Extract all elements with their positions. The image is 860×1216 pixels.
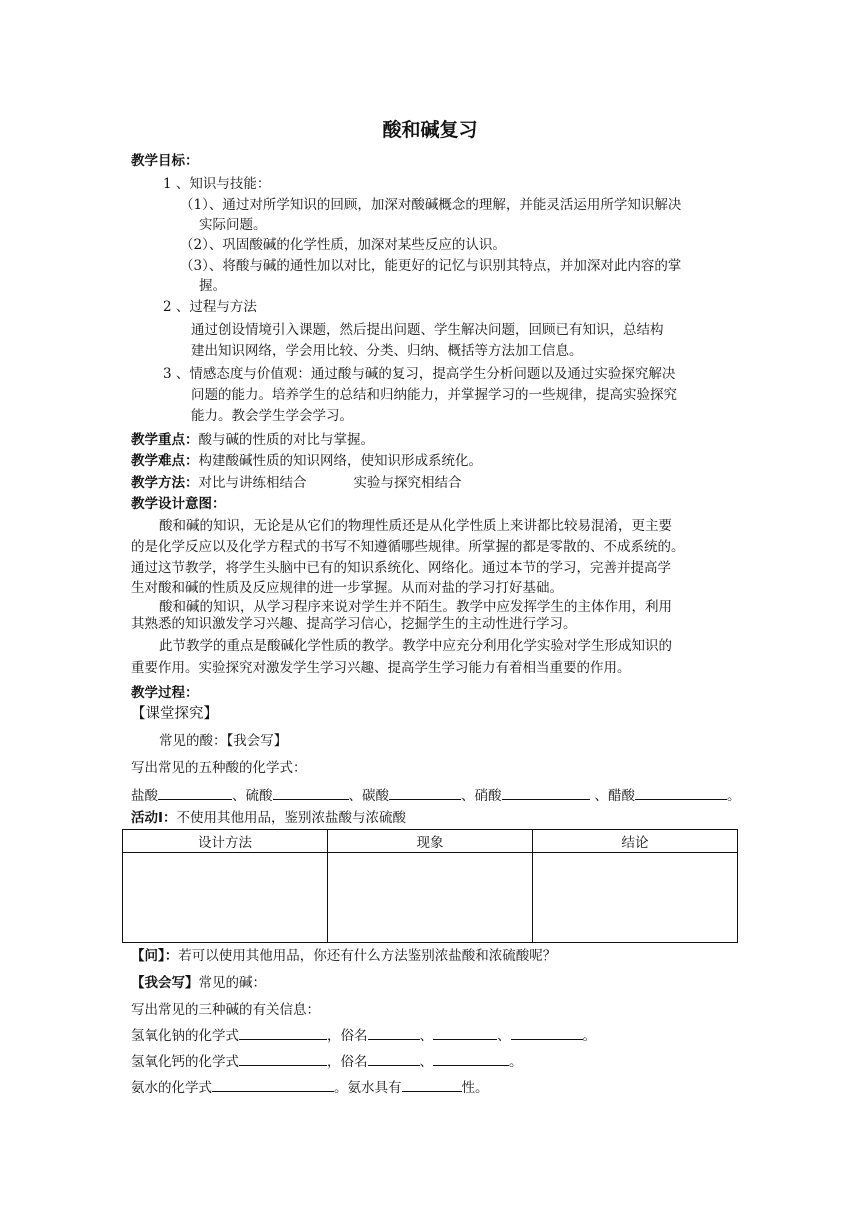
intent-p1-line-a: 酸和碱的知识，无论是从它们的物理性质还是从化学性质上来讲都比较易混淆，更主要 xyxy=(159,518,672,534)
goal-3-line-a: 3 、情感态度与价值观：通过酸与碱的复习，提高学生分析问题以及通过实验探究解决 xyxy=(163,366,676,382)
table-header-method: 设计方法 xyxy=(123,830,328,853)
question-label: 【问】： xyxy=(131,948,179,964)
goal-1-1-line-a: （1）、通过对所学知识的回顾，加深对酸碱概念的理解，并能灵活运用所学知识解决 xyxy=(180,197,682,213)
separator: 、 xyxy=(419,1028,433,1044)
end-mark: 。 xyxy=(582,1028,596,1044)
end-mark: 。 xyxy=(509,1054,523,1070)
ammonia-mid: 。氨水具有 xyxy=(334,1080,402,1096)
caoh-nickname-label: ，俗名 xyxy=(327,1054,368,1070)
naoh-line xyxy=(131,1025,596,1046)
activity-text: 不使用其他用品，鉴别浓盐酸与浓硫酸 xyxy=(176,810,407,826)
blank-naoh-name-3[interactable] xyxy=(511,1025,583,1040)
acids-end-mark: 。 xyxy=(727,788,741,804)
class-explore-label: 【课堂探究】 xyxy=(131,706,218,722)
activity-label: 活动Ⅰ： xyxy=(131,810,177,826)
ammonia-line xyxy=(131,1077,489,1098)
separator: 、 xyxy=(419,1054,433,1070)
difficulty-text: 构建酸碱性质的知识网络，使知识形成系统化。 xyxy=(198,453,482,469)
table-header-phenomenon: 现象 xyxy=(328,830,533,853)
blank-naoh-name-2[interactable] xyxy=(433,1025,497,1040)
difficulty-label: 教学难点： xyxy=(131,453,199,469)
goal-1-2: （2）、巩固酸碱的化学性质，加深对某些反应的认识。 xyxy=(180,237,506,253)
method-text-2: 实验与探究相结合 xyxy=(353,475,462,491)
caoh-label: 氢氧化钙的化学式 xyxy=(131,1054,239,1070)
key-point xyxy=(131,430,374,450)
acids-task: 写出常见的五种酸的化学式： xyxy=(131,760,307,776)
intent-heading: 教学设计意图： xyxy=(131,496,226,512)
table-cell-method[interactable] xyxy=(123,853,328,943)
bases-text: 常见的碱： xyxy=(198,975,266,991)
bases-intro xyxy=(131,973,266,993)
activity-table xyxy=(122,829,738,943)
intent-p2-line-b: 其熟悉的知识激发学习兴趣、提高学习信心，挖掘学生的主动性进行学习。 xyxy=(131,616,577,632)
table-cell-phenomenon[interactable] xyxy=(328,853,533,943)
blank-sulfuric-formula[interactable] xyxy=(273,785,349,800)
difficulty xyxy=(131,451,482,471)
acids-fill-line xyxy=(131,785,741,806)
process-heading: 教学过程： xyxy=(131,685,199,701)
key-point-label: 教学重点： xyxy=(131,432,199,448)
ammonia-end: 性。 xyxy=(461,1080,489,1096)
goals-heading: 教学目标： xyxy=(131,153,199,169)
page-title: 酸和碱复习 xyxy=(382,119,478,141)
naoh-label: 氢氧化钠的化学式 xyxy=(131,1028,239,1044)
blank-acetic-formula[interactable] xyxy=(635,785,727,800)
acids-intro: 常见的酸：【我会写】 xyxy=(159,733,288,749)
blank-hydrochloric-formula[interactable] xyxy=(158,785,232,800)
goal-3-line-c: 能力。教会学生学会学习。 xyxy=(191,408,353,424)
bases-label: 【我会写】 xyxy=(131,975,199,991)
blank-ammonia-formula[interactable] xyxy=(212,1077,334,1092)
method xyxy=(131,473,462,493)
goal-1-heading: 1 、知识与技能： xyxy=(163,176,271,192)
table-header-conclusion: 结论 xyxy=(533,830,738,853)
blank-ammonia-property[interactable] xyxy=(402,1077,462,1092)
ammonia-label: 氨水的化学式 xyxy=(131,1080,212,1096)
table-cell-conclusion[interactable] xyxy=(533,853,738,943)
goal-1-3-line-b: 握。 xyxy=(199,278,226,294)
method-label: 教学方法： xyxy=(131,475,199,491)
acid-label-acetic: 、醋酸 xyxy=(594,788,635,804)
blank-caoh-name-2[interactable] xyxy=(433,1051,509,1066)
blank-caoh-name-1[interactable] xyxy=(368,1051,420,1066)
intent-p2-line-a: 酸和碱的知识，从学习程序来说对学生并不陌生。教学中应发挥学生的主体作用，利用 xyxy=(159,599,672,615)
goal-2-line-b: 建出知识网络，学会用比较、分类、归纳、概括等方法加工信息。 xyxy=(191,343,583,359)
intent-p3-line-a: 此节教学的重点是酸碱化学性质的教学。教学中应充分利用化学实验对学生形成知识的 xyxy=(159,638,672,654)
separator: 、 xyxy=(497,1028,511,1044)
naoh-nickname-label: ，俗名 xyxy=(327,1028,368,1044)
question-text: 若可以使用其他用品，你还有什么方法鉴别浓盐酸和浓硫酸呢？ xyxy=(178,948,557,964)
intent-p1-line-d: 生对酸和碱的性质及反应规律的进一步掌握。从而对盐的学习打好基础。 xyxy=(131,580,563,596)
goal-1-1-line-b: 实际问题。 xyxy=(199,217,267,233)
caoh-line xyxy=(131,1051,523,1072)
acid-label-nitric: 、硝酸 xyxy=(461,788,502,804)
intent-p1-line-c: 通过这节教学，将学生头脑中已有的知识系统化、网络化。通过本节的学习，完善并提高学 xyxy=(131,560,671,576)
key-point-text: 酸与碱的性质的对比与掌握。 xyxy=(198,432,374,448)
question xyxy=(131,946,556,966)
acid-label-sulfuric: 、硫酸 xyxy=(232,788,273,804)
goal-2-line-a: 通过创设情境引入课题，然后提出问题、学生解决问题，回顾已有知识，总结构 xyxy=(191,322,664,338)
blank-naoh-formula[interactable] xyxy=(239,1025,327,1040)
goal-2-heading: 2 、过程与方法 xyxy=(163,299,257,315)
method-text-1: 对比与讲练相结合 xyxy=(198,475,307,491)
blank-nitric-formula[interactable] xyxy=(502,785,590,800)
goal-1-3-line-a: （3）、将酸与碱的通性加以对比，能更好的记忆与识别其特点，并加深对此内容的掌 xyxy=(180,258,682,274)
activity-1 xyxy=(131,808,406,828)
blank-carbonic-formula[interactable] xyxy=(389,785,461,800)
acid-label-hydrochloric: 盐酸 xyxy=(131,788,158,804)
bases-task: 写出常见的三种碱的有关信息： xyxy=(131,1002,320,1018)
goal-3-line-b: 问题的能力。培养学生的总结和归纳能力，并掌握学习的一些规律，提高实验探究 xyxy=(191,387,677,403)
blank-naoh-name-1[interactable] xyxy=(368,1025,420,1040)
intent-p1-line-b: 的是化学反应以及化学方程式的书写不知遵循哪些规律。所掌握的都是零散的、不成系统的。 xyxy=(131,539,685,555)
intent-p3-line-b: 重要作用。实验探究对激发学生学习兴趣、提高学生学习能力有着相当重要的作用。 xyxy=(131,660,631,676)
acid-label-carbonic: 、碳酸 xyxy=(348,788,389,804)
blank-caoh-formula[interactable] xyxy=(239,1051,327,1066)
